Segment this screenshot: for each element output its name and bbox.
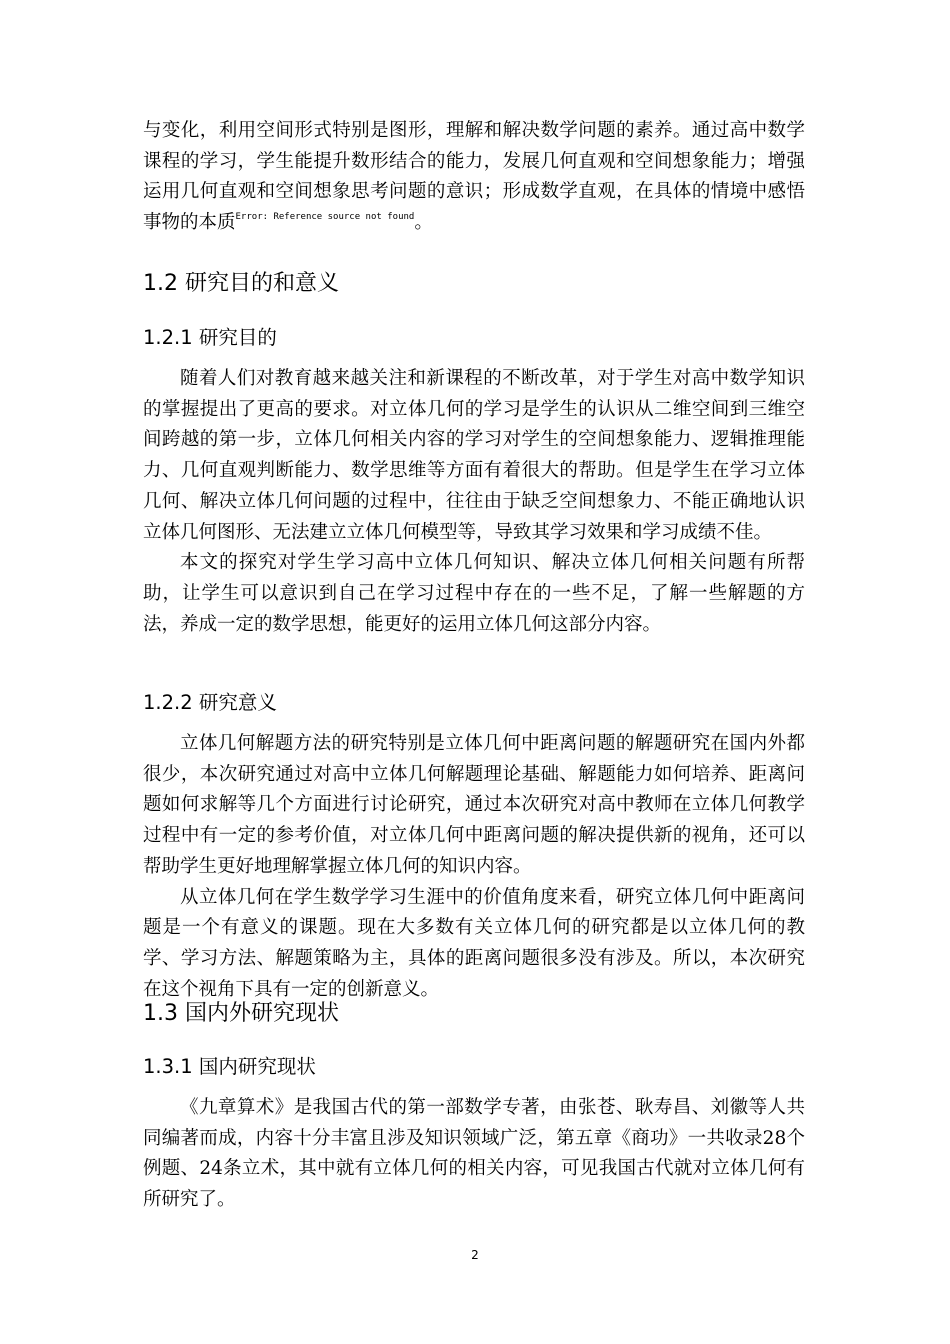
reference-error: Error: Reference source not found [235,212,415,223]
continuation-paragraph [143,116,805,239]
subsection-heading-1-2-1: 1.2.1 研究目的 [143,326,277,349]
subsection-body-1-2-2 [143,729,805,1005]
paragraph: 《九章算术》是我国古代的第一部数学专著，由张苍、耿寿昌、刘徽等人共同编著而成，内容十分丰富且涉及知识领域广泛，第五章《商功》一共收录28个例题、24条立术，其中就有立体几何的相关内容，可见我国古代就对立体几何有所研究了。 [143,1097,805,1211]
page-number: 2 [471,1248,479,1262]
continuation-end: 。 [414,212,433,234]
continuation-body: 与变化，利用空间形式特别是图形，理解和解决数学问题的素养。通过高中数学课程的学习，学生能提升数形结合的能力，发展几何直观和空间想象能力；增强运用几何直观和空间想象思考问题的意识；形成数学直观，在具体的情境中感悟事物的本质 [143,120,805,234]
section-heading-1-3: 1.3 国内外研究现状 [143,1001,339,1026]
paragraph: 本文的探究对学生学习高中立体几何知识、解决立体几何相关问题有所帮助，让学生可以意识到自己在学习过程中存在的一些不足，了解一些解题的方法，养成一定的数学思想，能更好的运用立体几何这部分内容。 [143,552,805,635]
paragraph: 随着人们对教育越来越关注和新课程的不断改革，对于学生对高中数学知识的掌握提出了更高的要求。对立体几何的学习是学生的认识从二维空间到三维空间跨越的第一步，立体几何相关内容的学习对学生的空间想象能力、逻辑推理能力、几何直观判断能力、数学思维等方面有着很大的帮助。但是学生在学习立体几何、解决立体几何问题的过程中，往往由于缺乏空间想象力、不能正确地认识立体几何图形、无法建立立体几何模型等，导致其学习效果和学习成绩不佳。 [143,368,805,543]
paragraph: 从立体几何在学生数学学习生涯中的价值角度来看，研究立体几何中距离问题是一个有意义的课题。现在大多数有关立体几何的研究都是以立体几何的教学、学习方法、解题策略为主，具体的距离问题很多没有涉及。所以，本次研究在这个视角下具有一定的创新意义。 [143,886,805,1000]
subsection-heading-1-2-2: 1.2.2 研究意义 [143,691,277,714]
paragraph: 立体几何解题方法的研究特别是立体几何中距离问题的解题研究在国内外都很少，本次研究通过对高中立体几何解题理论基础、解题能力如何培养、距离问题如何求解等几个方面进行讨论研究，通过本次研究对高中教师在立体几何教学过程中有一定的参考价值，对立体几何中距离问题的解决提供新的视角，还可以帮助学生更好地理解掌握立体几何的知识内容。 [143,733,805,877]
continuation-text [143,116,805,239]
section-heading-1-2: 1.2 研究目的和意义 [143,271,339,296]
subsection-body-1-2-1 [143,364,805,640]
subsection-body-1-3-1 [143,1093,805,1216]
subsection-heading-1-3-1: 1.3.1 国内研究现状 [143,1055,316,1078]
